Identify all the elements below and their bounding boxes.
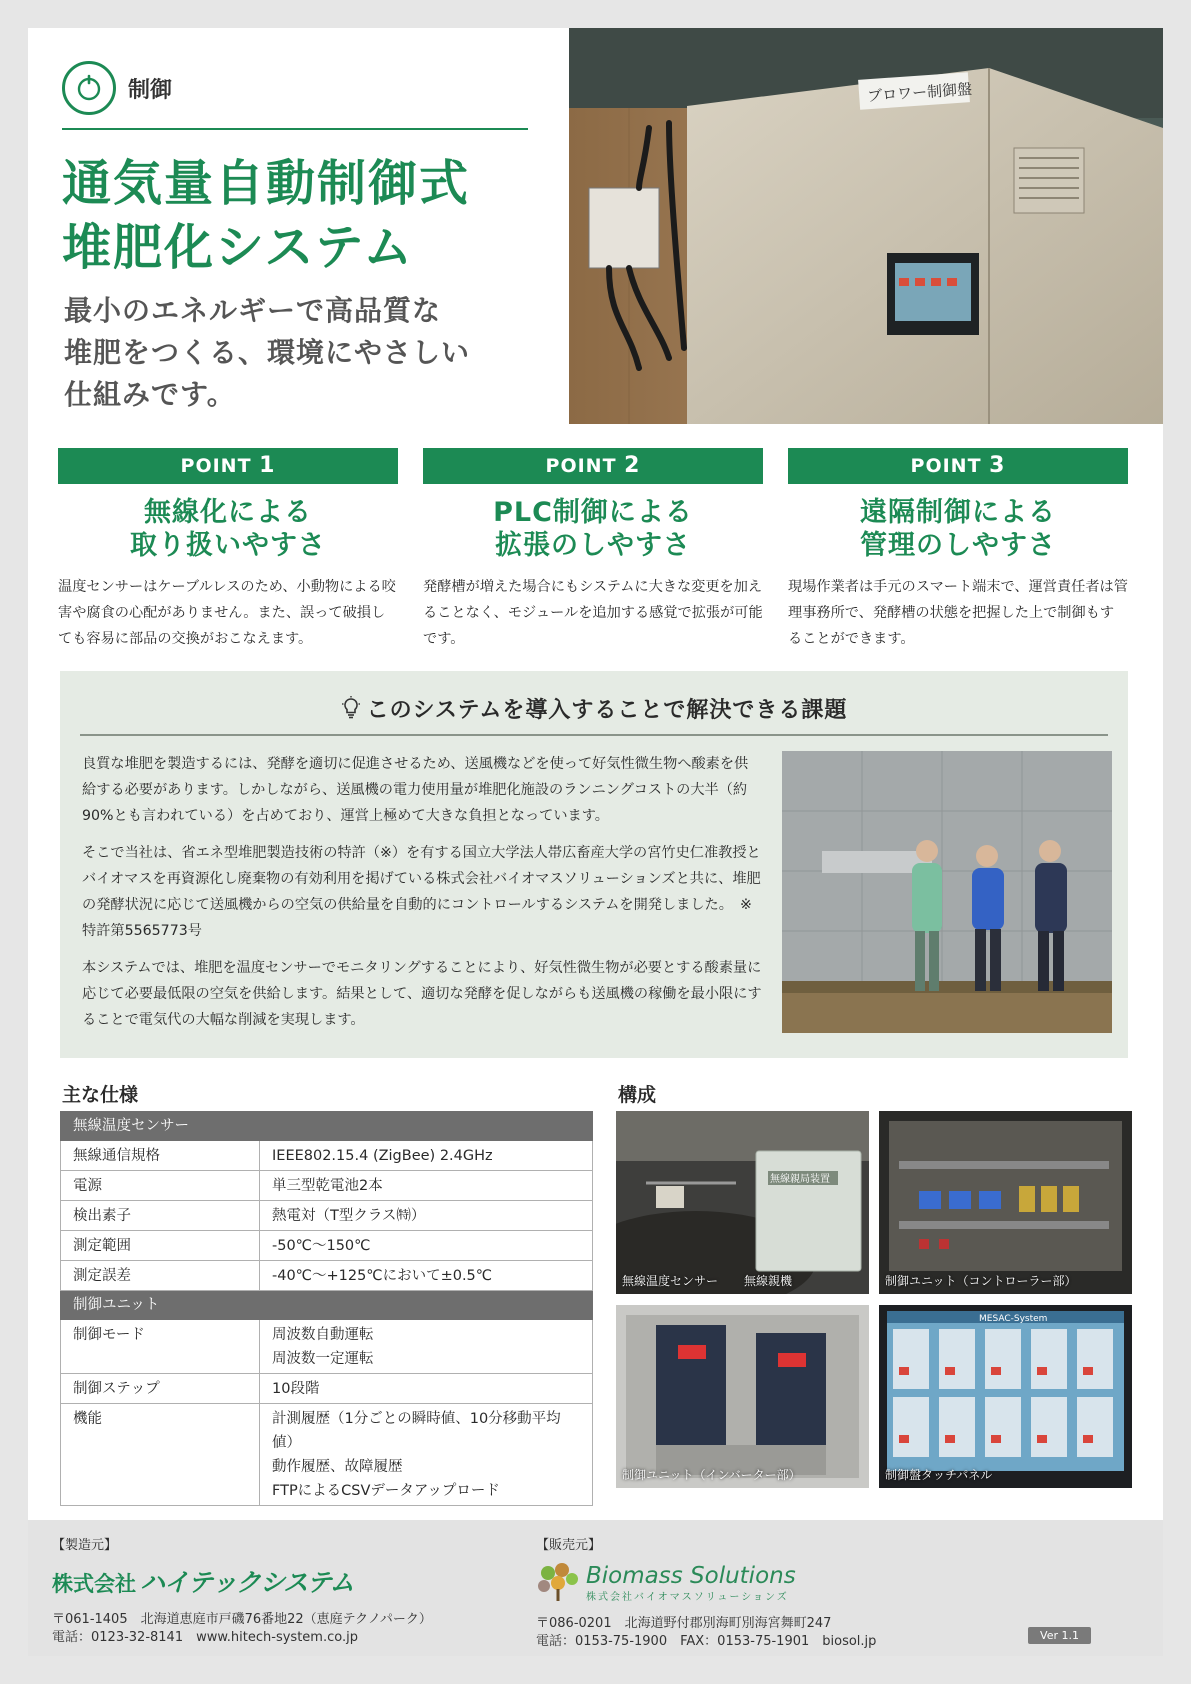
spec-group-sensor-label: 無線温度センサー xyxy=(61,1112,593,1141)
spec-key: 電源 xyxy=(61,1171,260,1201)
spec-key: 測定範囲 xyxy=(61,1231,260,1261)
table-row xyxy=(61,1171,593,1201)
point-2-header xyxy=(423,448,763,484)
spec-value xyxy=(260,1404,593,1506)
caption-controller-unit: 制御ユニット（コントローラー部） xyxy=(885,1274,1077,1288)
seller-address-line: 〒086-0201 北海道野付郡別海町別海宮舞町247 xyxy=(536,1616,832,1631)
point-2-label: POINT xyxy=(545,455,617,477)
point-1-title xyxy=(58,496,398,562)
spec-value: 単三型乾電池2本 xyxy=(260,1171,593,1201)
caption-touch-panel: 制御盤タッチパネル xyxy=(885,1468,993,1482)
subtitle-line-2: 堆肥をつくる、環境にやさしい xyxy=(64,336,471,369)
caption-wireless-sensor: 無線温度センサー xyxy=(622,1274,719,1288)
seller-contact-line: 電話：0153-75-1900 FAX：0153-75-1901 biosol.jp xyxy=(536,1634,877,1649)
page-title xyxy=(62,152,470,280)
point-2-title-line-1: PLC制御による xyxy=(493,497,693,528)
table-row xyxy=(61,1374,593,1404)
issue-title xyxy=(60,693,1128,726)
issue-paragraph-3: 本システムでは、堆肥を温度センサーでモニタリングすることにより、好気性微生物が必要とする酸素量に応じて必要最低限の空気を供給します。結果として、適切な発酵を促しながらも送風機の稼働を最小限にすることで電気代の大幅な削減を実現します。 xyxy=(82,960,762,1028)
caption-wireless-base: 無線親機 xyxy=(744,1274,793,1288)
version-badge: Ver 1.1 xyxy=(1028,1627,1091,1644)
maker-logo xyxy=(52,1563,432,1599)
brochure-page xyxy=(28,28,1163,1656)
title-line-1: 通気量自動制御式 xyxy=(62,155,471,212)
spec-value-line: 周波数一定運転 xyxy=(272,1351,374,1367)
title-line-2: 堆肥化システム xyxy=(62,219,415,276)
point-1-header xyxy=(58,448,398,484)
maker-block xyxy=(52,1534,432,1647)
page-subtitle xyxy=(64,290,470,416)
spec-value-line: 計測履歴（1分ごとの瞬時値、10分移動平均値） xyxy=(272,1411,561,1451)
point-2-title-line-2: 拡張のしやすさ xyxy=(495,530,691,561)
seller-company: 株式会社バイオマスソリューションズ xyxy=(586,1591,789,1603)
seller-address xyxy=(536,1615,876,1651)
photo-controller-unit xyxy=(879,1111,1132,1294)
spec-group-sensor xyxy=(61,1112,593,1141)
issue-section xyxy=(60,671,1128,1058)
subtitle-line-1: 最小のエネルギーで高品質な xyxy=(64,294,442,327)
issue-text xyxy=(82,751,762,1044)
footer xyxy=(28,1520,1163,1656)
issue-title-text: このシステムを導入することで解決できる課題 xyxy=(366,698,848,723)
spec-value: IEEE802.15.4 (ZigBee) 2.4GHz xyxy=(260,1141,593,1171)
table-row xyxy=(61,1320,593,1374)
photo-inverter-unit xyxy=(616,1305,869,1488)
spec-value xyxy=(260,1320,593,1374)
spec-value: -50℃〜150℃ xyxy=(260,1231,593,1261)
spec-value: 熱電対（T型クラス㈵） xyxy=(260,1201,593,1231)
spec-group-control xyxy=(61,1291,593,1320)
header-divider xyxy=(62,128,528,130)
maker-tag: 【製造元】 xyxy=(52,1538,118,1553)
maker-address xyxy=(52,1611,432,1647)
spec-key: 制御モード xyxy=(61,1320,260,1374)
leaf-cluster-icon xyxy=(536,1561,580,1605)
point-1 xyxy=(58,448,398,652)
caption-inverter-unit: 制御ユニット（インバーター部） xyxy=(622,1468,801,1482)
category-label: 制御 xyxy=(128,77,173,103)
seller-brand: Biomass Solutions xyxy=(586,1562,796,1589)
power-timer-icon xyxy=(62,61,116,115)
spec-key: 無線通信規格 xyxy=(61,1141,260,1171)
spec-key: 検出素子 xyxy=(61,1201,260,1231)
spec-group-control-label: 制御ユニット xyxy=(61,1291,593,1320)
device-label: 無線親局装置 xyxy=(770,1174,830,1185)
issue-paragraph-2: そこで当社は、省エネ型堆肥製造技術の特許（※）を有する国立大学法人帯広畜産大学の宮竹史仁准教授とバイオマスを再資源化し廃棄物の有効利用を掲げている株式会社バイオマスソリューションズと共に、堆肥の発酵状況に応じて送風機からの空気の供給量を自動的にコントロールするシステムを開発しました。 ※特許第5565773号 xyxy=(82,845,761,939)
point-2 xyxy=(423,448,763,652)
point-1-body: 温度センサーはケーブルレスのため、小動物による咬害や腐食の心配がありません。また、誤って破損しても容易に部品の交換がおこなえます。 xyxy=(58,579,396,647)
point-3-label: POINT xyxy=(910,455,982,477)
maker-prefix: 株式会社 xyxy=(52,1572,136,1596)
issue-paragraph-1: 良質な堆肥を製造するには、発酵を適切に促進させるため、送風機などを使って好気性微生物へ酸素を供給する必要があります。しかしながら、送風機の電力使用量が堆肥化施設のランニングコストの大半（約90%とも言われている）を占めており、運営上極めて大きな負担となっています。 xyxy=(82,756,749,824)
point-1-label: POINT xyxy=(180,455,252,477)
photo-wireless-sensor-and-base xyxy=(616,1111,869,1294)
table-row xyxy=(61,1141,593,1171)
table-row xyxy=(61,1231,593,1261)
spec-key: 機能 xyxy=(61,1404,260,1506)
panel-title: MESAC-System xyxy=(979,1314,1048,1324)
table-row xyxy=(61,1261,593,1291)
spec-table xyxy=(60,1111,593,1506)
spec-value-line: 周波数自動運転 xyxy=(272,1327,374,1343)
point-1-number: 1 xyxy=(259,453,276,478)
maker-address-line: 〒061-1405 北海道恵庭市戸磯76番地22（恵庭テクノパーク） xyxy=(52,1612,432,1627)
point-3-title-line-1: 遠隔制御による xyxy=(860,497,1056,528)
table-row xyxy=(61,1404,593,1506)
seller-block xyxy=(536,1534,876,1651)
point-1-title-line-2: 取り扱いやすさ xyxy=(130,530,326,561)
subtitle-line-3: 仕組みです。 xyxy=(64,378,236,411)
issue-divider xyxy=(80,734,1108,736)
hero-sign-text: ブロワー制御盤 xyxy=(866,79,973,106)
spec-value-line: 動作履歴、故障履歴 xyxy=(272,1459,403,1475)
point-3-number: 3 xyxy=(989,453,1006,478)
table-row xyxy=(61,1201,593,1231)
category-header xyxy=(62,61,172,115)
spec-value-line: FTPによるCSVデータアップロード xyxy=(272,1483,500,1499)
spec-key: 測定誤差 xyxy=(61,1261,260,1291)
seller-tag: 【販売元】 xyxy=(536,1538,602,1553)
point-3 xyxy=(788,448,1128,652)
point-3-title-line-2: 管理のしやすさ xyxy=(860,530,1056,561)
issue-photo-three-people xyxy=(782,751,1112,1033)
spec-value: 10段階 xyxy=(260,1374,593,1404)
seller-logo xyxy=(536,1561,876,1605)
point-3-header xyxy=(788,448,1128,484)
photo-touch-panel xyxy=(879,1305,1132,1488)
point-3-body: 現場作業者は手元のスマート端末で、運営責任者は管理事務所で、発酵槽の状態を把握した上で制御もすることができます。 xyxy=(788,579,1128,647)
composition-heading: 構成 xyxy=(618,1084,657,1106)
point-3-title xyxy=(788,496,1128,562)
maker-brand: ハイテックシステム xyxy=(140,1568,354,1597)
point-2-body: 発酵槽が増えた場合にもシステムに大きな変更を加えることなく、モジュールを追加する感覚で拡張が可能です。 xyxy=(423,579,763,647)
point-1-title-line-1: 無線化による xyxy=(144,497,312,528)
point-2-number: 2 xyxy=(624,453,641,478)
point-2-title xyxy=(423,496,763,562)
spec-value: -40℃〜+125℃において±0.5℃ xyxy=(260,1261,593,1291)
maker-contact-line: 電話：0123-32-8141 www.hitech-system.co.jp xyxy=(52,1630,358,1645)
spec-heading: 主な仕様 xyxy=(62,1084,139,1106)
lightbulb-icon xyxy=(341,696,361,726)
hero-photo-control-panel xyxy=(569,28,1163,424)
spec-key: 制御ステップ xyxy=(61,1374,260,1404)
